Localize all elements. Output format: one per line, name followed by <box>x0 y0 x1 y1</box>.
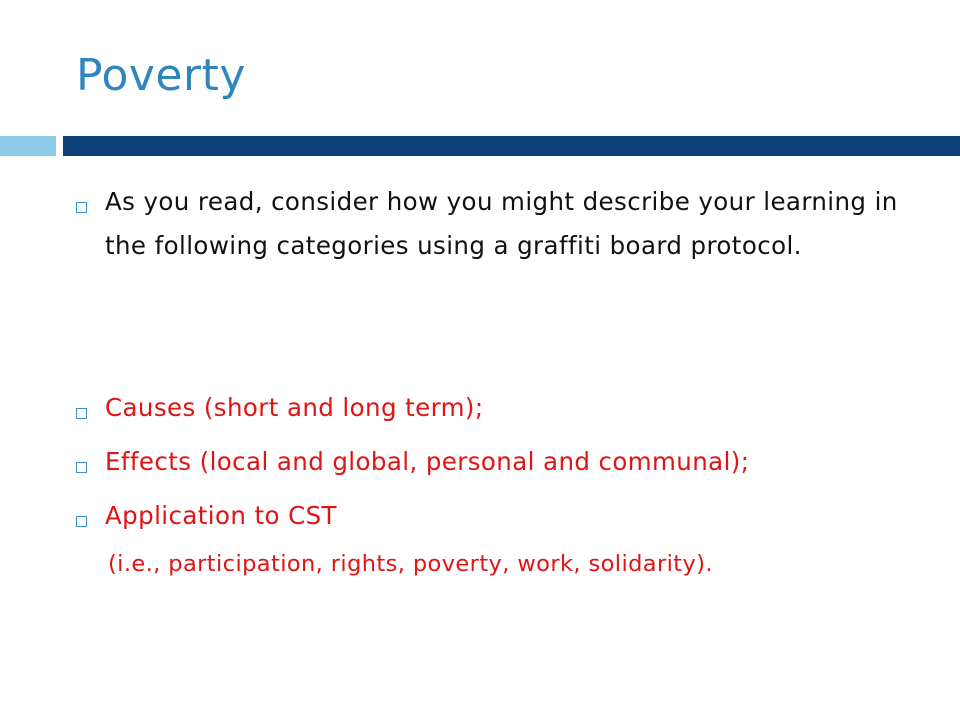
cst-themes-note: (i.e., participation, rights, poverty, work, solidarity). <box>108 551 713 577</box>
title-accent-bar-light <box>0 136 56 156</box>
slide-title: Poverty <box>76 50 246 101</box>
bullet-text: Effects (local and global, personal and communal); <box>105 447 750 476</box>
bullet-item-causes <box>76 393 936 430</box>
bullet-item-application <box>76 501 936 538</box>
bullet-item-effects <box>76 447 936 484</box>
bullet-item-reading-prompt <box>76 187 936 268</box>
bullet-text: Application to CST <box>105 501 337 530</box>
bullet-text: As you read, consider how you might describe your learning in the following categories using a graffiti board protocol. <box>105 187 898 260</box>
title-accent-bar-dark <box>63 136 960 156</box>
square-bullet-icon <box>76 408 87 419</box>
square-bullet-icon <box>76 202 87 213</box>
square-bullet-icon <box>76 516 87 527</box>
square-bullet-icon <box>76 462 87 473</box>
bullet-text: Causes (short and long term); <box>105 393 484 422</box>
